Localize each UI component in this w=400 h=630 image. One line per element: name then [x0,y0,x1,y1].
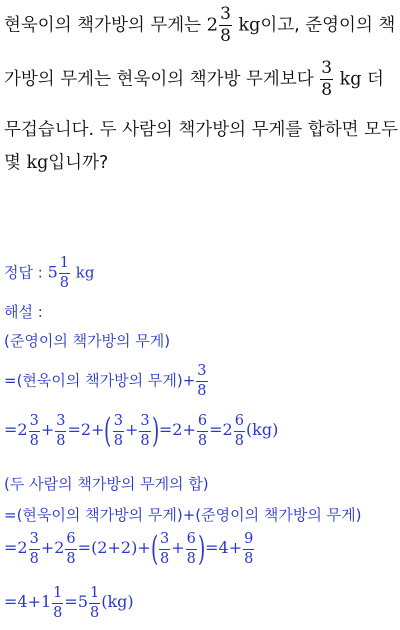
explanation-label: 해설 : [4,303,43,321]
explanation-step-5: =(현욱이의 책가방의 무게)+(준영이의 책가방의 무게) [4,506,362,524]
explanation-step-1: (준영이의 책가방의 무게) [4,332,171,350]
answer-line: 정답 : 5 $\frac{1}{8}$ kg [4,255,95,291]
explanation-step-3: =2 $\frac{3}{8}$ + $\frac{3}{8}$ =2+( $\frac{3}{8}$ + $\frac{3}{8}$ )=2+ $\frac{6}{8}$ =2 $\frac{6}{8}$ (kg) [4,411,279,451]
explanation-step-4: (두 사람의 책가방의 무게의 합) [4,475,209,493]
question-line-3: 무겁습니다. 두 사람의 책가방의 무게를 합하면 모두 [4,120,398,140]
explanation-step-7: =4+1 $\frac{1}{8}$ =5 $\frac{1}{8}$ (kg) [4,585,134,621]
question-line-1: 현욱이의 책가방의 무게는 2 $\frac{3}{8}$ kg이고, 준영이의 책 [4,4,396,46]
question-line-4: 몇 kg입니까? [4,153,109,173]
explanation-step-2: =(현욱이의 책가방의 무게)+ $\frac{3}{8}$ [4,363,207,399]
explanation-step-6: =2 $\frac{3}{8}$ +2 $\frac{6}{8}$ =(2+2)+( $\frac{3}{8}$ + $\frac{6}{8}$ )=4+ $\frac{9}{8}$ [4,529,254,569]
question-line-2: 가방의 무게는 현욱이의 책가방 무게보다 $\frac{3}{8}$ kg 더 [4,58,384,100]
